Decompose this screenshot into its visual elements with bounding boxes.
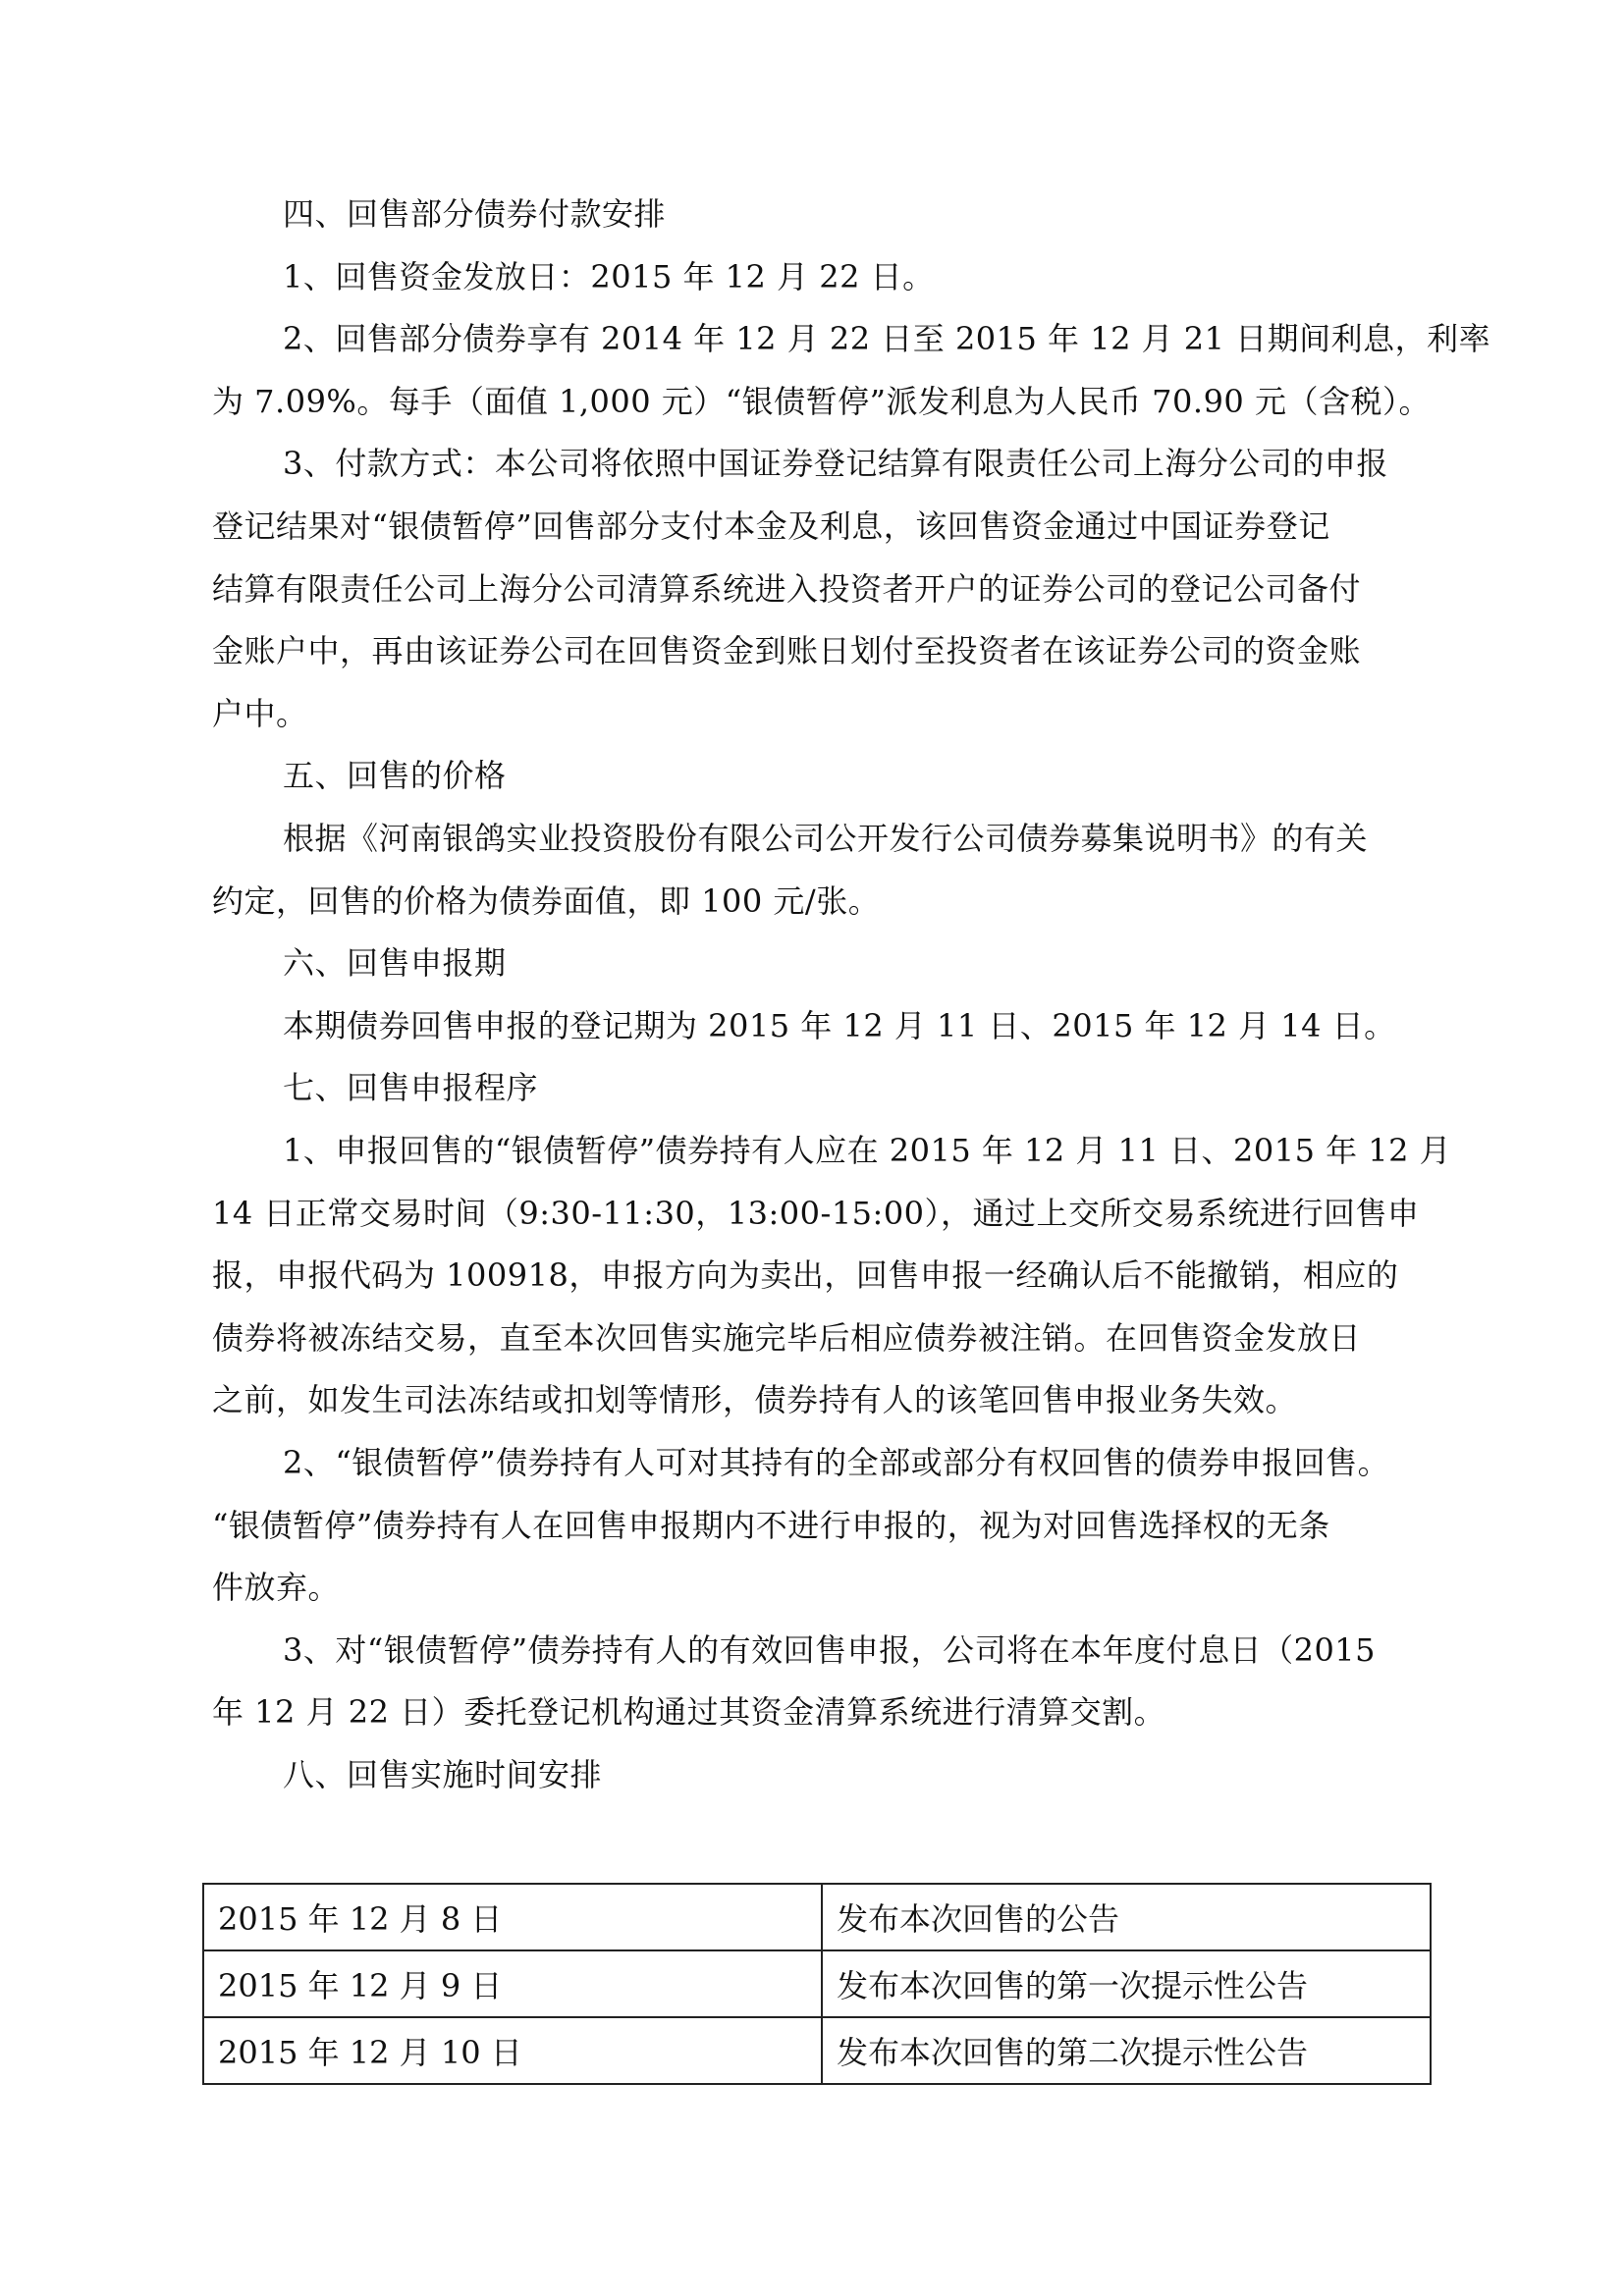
text-line: 八、回售实施时间安排 bbox=[283, 1756, 603, 1793]
table-row bbox=[203, 2017, 1431, 2084]
text-line: 报，申报代码为 100918，申报方向为卖出，回售申报一经确认后不能撤销，相应的 bbox=[212, 1256, 1399, 1294]
text-line: 2、回售部分债券享有 2014 年 12 月 22 日至 2015 年 12 月 21 日期间利息，利率 bbox=[283, 320, 1491, 357]
schedule-event: 发布本次回售的第一次提示性公告 bbox=[822, 1950, 1431, 2017]
text-line: 1、回售资金发放日：2015 年 12 月 22 日。 bbox=[283, 258, 935, 295]
text-line: 六、回售申报期 bbox=[283, 944, 507, 982]
text-line: 约定，回售的价格为债券面值，即 100 元/张。 bbox=[212, 882, 881, 920]
table-row bbox=[203, 1950, 1431, 2017]
schedule-date: 2015 年 12 月 8 日 bbox=[203, 1884, 822, 1950]
schedule-table bbox=[202, 1883, 1432, 2085]
schedule-event: 发布本次回售的第二次提示性公告 bbox=[822, 2017, 1431, 2084]
schedule-event: 发布本次回售的公告 bbox=[822, 1884, 1431, 1950]
text-line: 1、申报回售的“银债暂停”债券持有人应在 2015 年 12 月 11 日、2015 年 12 月 bbox=[283, 1132, 1452, 1169]
text-line: 根据《河南银鸽实业投资股份有限公司公开发行公司债券募集说明书》的有关 bbox=[283, 820, 1369, 857]
text-line: 金账户中，再由该证券公司在回售资金到账日划付至投资者在该证券公司的资金账 bbox=[212, 632, 1362, 669]
text-line: 件放弃。 bbox=[212, 1569, 341, 1606]
text-line: “银债暂停”债券持有人在回售申报期内不进行申报的，视为对回售选择权的无条 bbox=[212, 1507, 1330, 1544]
text-line: 债券将被冻结交易，直至本次回售实施完毕后相应债券被注销。在回售资金发放日 bbox=[212, 1319, 1362, 1357]
text-line: 七、回售申报程序 bbox=[283, 1069, 539, 1106]
text-line: 年 12 月 22 日）委托登记机构通过其资金清算系统进行清算交割。 bbox=[212, 1693, 1166, 1731]
text-line: 14 日正常交易时间（9:30-11:30，13:00-15:00），通过上交所交易系统进行回售申 bbox=[212, 1195, 1420, 1232]
text-line: 3、付款方式：本公司将依照中国证券登记结算有限责任公司上海分公司的申报 bbox=[283, 445, 1388, 482]
text-line: 四、回售部分债券付款安排 bbox=[283, 195, 667, 233]
table-row bbox=[203, 1884, 1431, 1950]
text-line: 3、对“银债暂停”债券持有人的有效回售申报，公司将在本年度付息日（2015 bbox=[283, 1631, 1377, 1669]
text-line: 五、回售的价格 bbox=[283, 757, 507, 794]
text-line: 登记结果对“银债暂停”回售部分支付本金及利息，该回售资金通过中国证券登记 bbox=[212, 507, 1330, 545]
text-line: 之前，如发生司法冻结或扣划等情形，债券持有人的该笔回售申报业务失效。 bbox=[212, 1381, 1298, 1418]
text-line: 户中。 bbox=[212, 695, 308, 732]
schedule-date: 2015 年 12 月 10 日 bbox=[203, 2017, 822, 2084]
text-line: 2、“银债暂停”债券持有人可对其持有的全部或部分有权回售的债券申报回售。 bbox=[283, 1444, 1390, 1481]
text-line: 本期债券回售申报的登记期为 2015 年 12 月 11 日、2015 年 12 月 14 日。 bbox=[283, 1007, 1396, 1044]
schedule-date: 2015 年 12 月 9 日 bbox=[203, 1950, 822, 2017]
text-line: 为 7.09%。每手（面值 1,000 元）“银债暂停”派发利息为人民币 70.90 元（含税）。 bbox=[212, 383, 1431, 420]
text-line: 结算有限责任公司上海分公司清算系统进入投资者开户的证券公司的登记公司备付 bbox=[212, 570, 1362, 608]
